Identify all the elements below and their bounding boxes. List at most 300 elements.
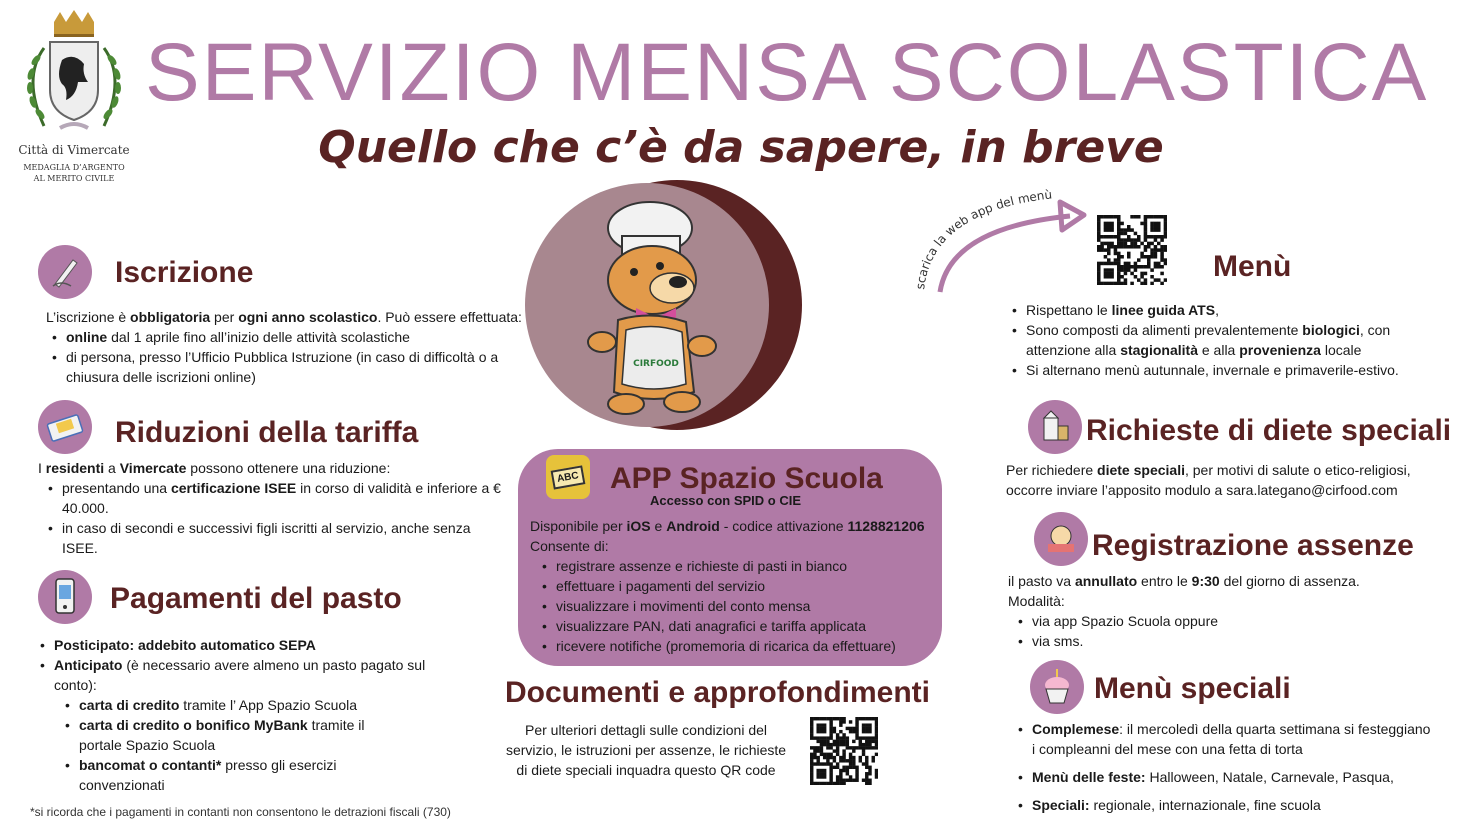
qr-module <box>1130 282 1134 285</box>
diete-heading: Richieste di diete speciali <box>1086 414 1452 447</box>
qr-module <box>1117 228 1121 232</box>
qr-module <box>820 730 823 733</box>
qr-module <box>868 769 871 772</box>
qr-module <box>1100 235 1104 239</box>
text-segment: Vimercate <box>119 460 187 476</box>
qr-module <box>1120 242 1124 246</box>
qr-module <box>1157 228 1161 232</box>
qr-module <box>855 733 858 736</box>
qr-module <box>1154 228 1158 232</box>
qr-module <box>1150 222 1154 226</box>
qr-module <box>833 756 836 759</box>
qr-module <box>826 753 829 756</box>
qr-module <box>862 762 865 765</box>
qr-module <box>1164 245 1167 249</box>
list-item: • ricevere notifiche (promemoria di ricarica da effettuare) <box>540 636 940 656</box>
qr-module <box>1154 215 1158 219</box>
qr-module <box>1120 265 1124 269</box>
qr-module <box>875 743 878 746</box>
iscrizione-intro <box>46 307 526 327</box>
qr-module <box>1144 248 1148 252</box>
qr-module <box>865 740 868 743</box>
pagamenti-sublist <box>63 695 373 795</box>
qr-module <box>1140 282 1144 285</box>
text-segment: I <box>38 460 46 476</box>
qr-module <box>1144 265 1148 269</box>
mascot-illustration <box>522 180 812 430</box>
qr-module <box>865 775 868 778</box>
qr-module <box>852 730 855 733</box>
qr-module <box>1097 275 1101 279</box>
text-segment: carta di credito o bonifico MyBank <box>79 717 308 733</box>
qr-module <box>829 733 832 736</box>
qr-module <box>1144 238 1148 242</box>
qr-module <box>829 782 832 785</box>
qr-module <box>1157 265 1161 269</box>
qr-module <box>1160 282 1164 285</box>
qr-module <box>1110 268 1114 272</box>
qr-module <box>855 736 858 739</box>
qr-module <box>1154 222 1158 226</box>
qr-module <box>1144 245 1148 249</box>
qr-module <box>1130 215 1134 219</box>
qr-module <box>842 766 845 769</box>
qr-module <box>826 746 829 749</box>
qr-module <box>842 743 845 746</box>
qr-module <box>1150 242 1154 246</box>
qr-module <box>1107 275 1111 279</box>
qr-module <box>846 743 849 746</box>
qr-module <box>1124 272 1128 276</box>
qr-module <box>1117 278 1121 282</box>
qr-module <box>1097 245 1101 249</box>
text-segment: 9:30 <box>1191 573 1220 589</box>
qr-module <box>833 749 836 752</box>
qr-module <box>1120 232 1124 236</box>
qr-module <box>829 769 832 772</box>
qr-module <box>1144 222 1148 226</box>
qr-module <box>1144 232 1148 236</box>
assenze-list <box>1016 611 1428 651</box>
qr-module <box>810 720 813 723</box>
qr-module <box>842 733 845 736</box>
qr-module <box>810 779 813 782</box>
qr-module <box>855 727 858 730</box>
qr-module <box>810 730 813 733</box>
qr-module <box>1160 235 1164 239</box>
pen-icon <box>38 245 92 299</box>
qr-module <box>1164 228 1167 232</box>
qr-module <box>1157 262 1161 266</box>
qr-module <box>1117 282 1121 285</box>
text-segment: e alla <box>1197 342 1240 358</box>
qr-module <box>1107 245 1111 249</box>
qr-module <box>1097 238 1101 242</box>
speciali-heading: Menù speciali <box>1094 672 1291 705</box>
list-item <box>1016 719 1436 759</box>
list-item <box>38 635 438 655</box>
qr-module <box>1164 222 1167 226</box>
qr-module <box>1147 262 1151 266</box>
qr-module <box>823 740 826 743</box>
text-segment: tramite l’ App Spazio Scuola <box>179 697 358 713</box>
curved-arrow-icon <box>910 188 1100 298</box>
qr-module <box>829 736 832 739</box>
qr-module <box>846 740 849 743</box>
qr-module <box>1137 258 1141 262</box>
list-item <box>50 347 526 387</box>
qr-module <box>862 727 865 730</box>
qr-module <box>829 766 832 769</box>
qr-module <box>862 749 865 752</box>
qr-module <box>820 749 823 752</box>
qr-module <box>839 782 842 785</box>
list-item <box>1010 360 1430 380</box>
qr-module <box>1164 215 1167 219</box>
text-segment: obbligatoria <box>130 309 211 325</box>
qr-module <box>829 730 832 733</box>
qr-module <box>868 743 871 746</box>
documenti-text: Per ulteriori dettagli sulle condizioni del servizio, le istruzioni per assenze, le richieste di diete speciali inquadra questo QR code <box>505 722 787 778</box>
qr-module <box>868 746 871 749</box>
text-segment: bancomat o contanti* <box>79 757 222 773</box>
qr-module <box>816 762 819 765</box>
qr-module <box>1127 255 1131 259</box>
qr-module <box>1134 268 1138 272</box>
qr-module <box>1164 262 1167 266</box>
qr-module <box>820 740 823 743</box>
list-item <box>46 518 508 558</box>
qr-module <box>1150 255 1154 259</box>
qr-module <box>868 730 871 733</box>
qr-module <box>829 746 832 749</box>
qr-module <box>855 717 858 720</box>
qr-module <box>862 717 865 720</box>
qr-module <box>816 723 819 726</box>
text-segment: L’iscrizione è <box>46 309 131 325</box>
qr-module <box>849 759 852 762</box>
qr-module <box>1144 282 1148 285</box>
qr-module <box>875 772 878 775</box>
text-segment: il pasto va <box>1008 573 1075 589</box>
qr-module <box>823 727 826 730</box>
app-availability <box>530 516 940 536</box>
qr-module <box>839 772 842 775</box>
qr-module <box>1104 272 1108 276</box>
qr-module <box>852 759 855 762</box>
qr-module <box>1107 235 1111 239</box>
qr-module <box>1124 265 1128 269</box>
qr-module <box>849 727 852 730</box>
speciali-section <box>1016 719 1436 823</box>
qr-module <box>849 746 852 749</box>
qr-module <box>859 756 862 759</box>
qr-module <box>1097 278 1101 282</box>
qr-module <box>839 759 842 762</box>
text-segment: - codice attivazione <box>719 518 848 534</box>
qr-module <box>839 720 842 723</box>
qr-module <box>859 717 862 720</box>
qr-module <box>1097 248 1101 252</box>
qr-module <box>1120 245 1124 249</box>
qr-module <box>823 743 826 746</box>
assenze-section <box>1008 571 1428 651</box>
text-segment: Menù delle feste: <box>1032 769 1146 785</box>
text-segment: tramite il portale Spazio Scuola <box>79 717 365 753</box>
qr-module <box>816 749 819 752</box>
qr-module <box>1124 282 1128 285</box>
qr-module <box>1124 232 1128 236</box>
qr-module <box>852 746 855 749</box>
qr-module <box>836 782 839 785</box>
list-item <box>63 715 373 755</box>
qr-module <box>842 759 845 762</box>
pagamenti-section <box>38 635 438 795</box>
qr-module <box>810 772 813 775</box>
app-consente: Consente di: <box>530 538 609 554</box>
qr-module <box>1127 228 1131 232</box>
qr-module <box>820 753 823 756</box>
qr-module <box>1097 272 1101 276</box>
qr-module <box>1110 272 1114 276</box>
qr-module <box>1150 215 1154 219</box>
qr-module <box>1097 282 1101 285</box>
qr-module <box>1114 248 1118 252</box>
qr-module <box>1164 218 1167 222</box>
qr-module <box>1150 228 1154 232</box>
qr-module <box>1104 222 1108 226</box>
qr-module <box>1154 248 1158 252</box>
qr-module <box>1157 242 1161 246</box>
text-segment: annullato <box>1074 573 1138 589</box>
qr-module <box>1134 215 1138 219</box>
qr-module <box>810 746 813 749</box>
qr-module <box>1134 262 1138 266</box>
qr-module <box>842 782 845 785</box>
qr-module <box>1160 258 1164 262</box>
qr-module <box>1114 235 1118 239</box>
qr-module <box>820 746 823 749</box>
text-segment: del giorno di assenza. <box>1219 573 1360 589</box>
qr-module <box>820 727 823 730</box>
qr-module <box>865 736 868 739</box>
qr-module <box>849 766 852 769</box>
qr-module <box>855 723 858 726</box>
qr-module <box>1110 262 1114 266</box>
qr-module <box>868 727 871 730</box>
text-segment: e <box>650 518 667 534</box>
qr-module <box>1154 265 1158 269</box>
qr-module <box>1114 215 1118 219</box>
qr-module <box>820 772 823 775</box>
qr-module <box>1140 252 1144 256</box>
qr-module <box>875 769 878 772</box>
qr-module <box>829 779 832 782</box>
text-segment: dal 1 aprile fino all’inizio delle attività scolastiche <box>107 329 410 345</box>
qr-module <box>829 743 832 746</box>
qr-module <box>839 756 842 759</box>
qr-module <box>810 782 813 785</box>
qr-module <box>1164 278 1167 282</box>
text-segment: Per richiedere <box>1006 462 1098 478</box>
qr-module <box>839 769 842 772</box>
qr-module <box>1160 255 1164 259</box>
qr-module <box>1157 215 1161 219</box>
qr-module <box>810 753 813 756</box>
qr-module <box>875 717 878 720</box>
qr-module <box>872 756 875 759</box>
qr-module <box>820 769 823 772</box>
list-item <box>1016 795 1436 815</box>
qr-module <box>829 756 832 759</box>
qr-module <box>1144 215 1148 219</box>
qr-module <box>820 782 823 785</box>
qr-module <box>823 769 826 772</box>
qr-module <box>849 720 852 723</box>
qr-module <box>810 759 813 762</box>
qr-module <box>846 769 849 772</box>
qr-module <box>1110 222 1114 226</box>
qr-module <box>1097 268 1101 272</box>
qr-module <box>833 743 836 746</box>
qr-module <box>836 746 839 749</box>
qr-module <box>810 727 813 730</box>
qr-module <box>872 717 875 720</box>
qr-module <box>816 740 819 743</box>
qr-module <box>810 762 813 765</box>
text-segment: presentando una <box>62 480 171 496</box>
qr-module <box>1120 275 1124 279</box>
calculator-icon <box>38 400 92 454</box>
qr-module <box>833 727 836 730</box>
qr-module <box>865 759 868 762</box>
qr-module <box>875 730 878 733</box>
qr-module <box>1107 225 1111 229</box>
qr-module <box>823 753 826 756</box>
qr-module <box>852 756 855 759</box>
qr-module <box>1157 278 1161 282</box>
qr-module <box>868 723 871 726</box>
qr-module <box>865 762 868 765</box>
qr-module <box>1107 272 1111 276</box>
qr-module <box>816 717 819 720</box>
qr-module <box>849 775 852 778</box>
qr-module <box>810 766 813 769</box>
qr-module <box>842 756 845 759</box>
qr-module <box>1147 235 1151 239</box>
qr-module <box>846 759 849 762</box>
qr-module <box>829 717 832 720</box>
qr-module <box>1154 252 1158 256</box>
qr-module <box>1137 278 1141 282</box>
qr-module <box>1160 265 1164 269</box>
qr-module <box>1104 255 1108 259</box>
qr-module <box>862 743 865 746</box>
text-segment: biologici <box>1302 322 1360 338</box>
text-segment: . Può essere effettuata: <box>377 309 522 325</box>
qr-module <box>839 723 842 726</box>
qr-module <box>1120 268 1124 272</box>
pagamenti-footnote: *si ricorda che i pagamenti in contanti non consentono le detrazioni fiscali (730) <box>30 805 451 819</box>
list-item: • via sms. <box>1016 631 1428 651</box>
qr-module <box>833 740 836 743</box>
qr-module <box>839 730 842 733</box>
qr-module <box>842 736 845 739</box>
qr-module <box>842 740 845 743</box>
qr-module <box>1110 215 1114 219</box>
qr-module <box>1144 272 1148 276</box>
qr-module <box>1130 238 1134 242</box>
qr-module <box>1154 245 1158 249</box>
qr-module <box>868 717 871 720</box>
qr-module <box>813 762 816 765</box>
text-segment: Posticipato: addebito automatico SEPA <box>54 637 316 653</box>
qr-module <box>868 740 871 743</box>
qr-module <box>1157 235 1161 239</box>
menu-qr-code[interactable] <box>1097 215 1167 285</box>
menu-section <box>1010 300 1430 380</box>
text-segment: a <box>104 460 120 476</box>
qr-module <box>1147 255 1151 259</box>
qr-module <box>1164 235 1167 239</box>
qr-module <box>846 772 849 775</box>
qr-module <box>859 746 862 749</box>
qr-module <box>1150 282 1154 285</box>
qr-module <box>872 759 875 762</box>
qr-module <box>846 766 849 769</box>
riduzioni-heading: Riduzioni della tariffa <box>115 416 419 449</box>
qr-module <box>842 779 845 782</box>
qr-module <box>1144 235 1148 239</box>
qr-module <box>829 772 832 775</box>
qr-module <box>1127 262 1131 266</box>
qr-module <box>1104 242 1108 246</box>
app-icon <box>546 455 590 499</box>
qr-module <box>823 772 826 775</box>
list-item: • registrare assenze e richieste di pasti in bianco <box>540 556 940 576</box>
qr-module <box>1117 268 1121 272</box>
qr-module <box>836 753 839 756</box>
qr-module <box>1100 248 1104 252</box>
text-segment: per <box>210 309 239 325</box>
documenti-qr-code[interactable] <box>810 717 878 785</box>
qr-module <box>846 779 849 782</box>
qr-module <box>1164 248 1167 252</box>
list-item <box>50 327 526 347</box>
qr-module <box>1107 215 1111 219</box>
qr-module <box>1097 222 1101 226</box>
qr-module <box>820 762 823 765</box>
qr-module <box>1164 258 1167 262</box>
app-subheading: Accesso con SPID o CIE <box>650 493 801 508</box>
qr-module <box>1107 262 1111 266</box>
qr-module <box>839 775 842 778</box>
qr-module <box>1117 255 1121 259</box>
logo-line2: AL MERITO CIVILE <box>33 174 115 183</box>
text-segment: provenienza <box>1239 342 1321 358</box>
qr-module <box>1150 235 1154 239</box>
iscrizione-list <box>50 327 526 387</box>
qr-module <box>813 746 816 749</box>
app-features-list <box>540 556 940 656</box>
list-item <box>1016 767 1436 787</box>
qr-module <box>1127 265 1131 269</box>
qr-module <box>1160 248 1164 252</box>
qr-module <box>1114 258 1118 262</box>
qr-module <box>859 736 862 739</box>
riduzioni-intro <box>38 458 508 478</box>
qr-module <box>1110 228 1114 232</box>
